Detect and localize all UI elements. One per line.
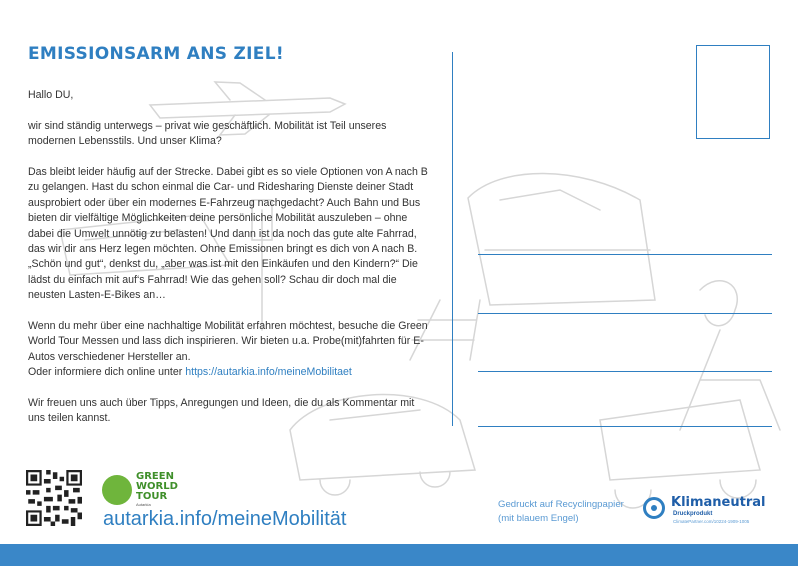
train-sketch [468,173,655,305]
qr-code[interactable] [26,470,82,526]
gwt-line-green: GREEN [136,471,174,482]
postcard-divider [452,52,453,426]
recycling-line-1: Gedruckt auf Recyclingpapier [498,499,624,510]
paragraph-gwt-text: Wenn du mehr über eine nachhaltige Mobilität erfahren möchtest, besuche die Green World Tour Messen und lass dich inspirieren. Wir bieten u.a. Probe(mit)fahrten für E-Autos verschiedener Hersteller an. [28,320,428,363]
gwt-line-tour: TOUR [136,491,168,502]
address-line [478,313,772,314]
paragraph-intro: wir sind ständig unterwegs – privat wie geschäftlich. Mobilität ist Teil unseres modernen Lebensstils. Und unser Klima? [28,119,387,148]
page-title: EMISSIONSARM ANS ZIEL! [28,44,284,64]
klimaneutral-title: Klimaneutral [671,495,766,510]
website-url[interactable]: autarkia.info/meineMobilität [103,508,347,530]
recycling-note [498,498,624,526]
klimaneutral-subtitle: Druckprodukt [673,511,713,517]
greeting: Hallo DU, [28,89,74,101]
address-line [478,371,772,372]
cyclist-sketch [680,281,780,430]
gwt-subtext: Autarkia [136,502,151,507]
paragraph-feedback: Wir freuen uns auch über Tipps, Anregungen und Ideen, die du als Kommentar mit uns teilen kannst. [28,397,415,425]
gwt-line-world: WORLD [136,481,178,492]
globe-icon [102,475,132,505]
letter-body [28,88,428,442]
paragraph-options: Das bleibt leider häufig auf der Strecke. Dabei gibt es so viele Optionen von A nach B zu gelangen. Hast du schon einmal die Car- und Ridesharing Dienste deiner Stadt ausprobiert oder über ein modernes E-Fahrzeug nachgedacht? Auch Bahn und Bus bieten dir vielfältige Möglichkeiten deine persönliche Mobilität auszuleben – ohne dabei die Umwelt unnötig zu belasten! Und dann ist da noch das gute alte Fahrrad, das wir dir ans Herz legen möchten. Ohne Emissionen bringt es dich von A nach B. „Schön und gut“, denkst du, „aber was ist mit den Einkäufen und den Kindern?“ Die lädst du einfach mit auf‘s Fahrrad! Wie das gehen soll? Schau dir doch mal die neusten Lasten-E-Bikes an… [28,166,428,302]
cargo-bike-sketch [600,400,760,508]
address-line [478,426,772,427]
address-line [478,254,772,255]
online-info-prefix: Oder informiere dich online unter [28,366,186,379]
gwt-wordmark [136,472,178,502]
footer-bar [0,544,798,566]
climate-partner-icon [643,497,665,519]
stamp-box [696,45,770,139]
recycling-line-2: (mit blauem Engel) [498,513,579,524]
klimaneutral-id: ClimatePartner.com/10224-1909-1005 [673,519,750,524]
paragraph-green-world-tour [28,319,428,381]
mobility-link[interactable]: https://autarkia.info/meineMobilitaet [185,366,352,379]
